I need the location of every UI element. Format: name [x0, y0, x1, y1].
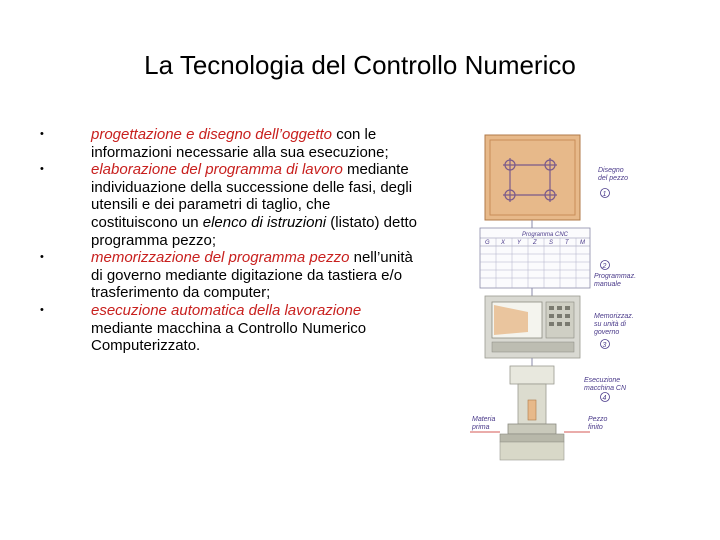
- table-column-label: S: [549, 240, 554, 246]
- step2-label: manuale: [594, 281, 621, 288]
- raw-material-label: Materia: [472, 416, 496, 423]
- step1-label: del pezzo: [598, 175, 628, 182]
- bullet-marker: •: [40, 251, 44, 264]
- step2-label: Programmaz.: [594, 273, 637, 280]
- step4-number: 4: [602, 395, 607, 402]
- table-column-label: M: [580, 240, 585, 246]
- step4-label: Esecuzione: [584, 377, 621, 384]
- table-column-label: G: [485, 240, 490, 246]
- step4-label: macchina CN: [584, 385, 627, 392]
- bullet-text: con le informazioni necessarie alla sua esecuzione;: [91, 126, 389, 161]
- program-header: Programma CNC: [522, 232, 569, 238]
- bullet-text: mediante macchina a Controllo Numerico Computerizzato.: [91, 319, 367, 355]
- bullet-highlight: memorizzazione del programma pezzo: [91, 249, 350, 267]
- cnc-process-diagram: [470, 130, 637, 460]
- bullet-item: [40, 249, 420, 302]
- step2-number: 2: [602, 263, 607, 270]
- bullet-highlight: esecuzione automatica della lavorazione: [91, 301, 362, 319]
- bullet-marker: •: [40, 163, 44, 176]
- step1-label: Disegno: [598, 167, 624, 174]
- bullet-text: nell’unità di governo mediante digitazione da tastiera e/o trasferimento da computer;: [91, 249, 413, 302]
- table-column-label: X: [501, 240, 506, 246]
- cnc-process-illustration: [470, 130, 637, 460]
- step3-label: su unità di: [594, 321, 626, 328]
- bullet-list: [40, 126, 420, 355]
- bullet-marker: •: [40, 128, 44, 140]
- table-column-label: Y: [517, 240, 522, 246]
- drawing-panel: [485, 135, 580, 220]
- cnc-machine: [500, 366, 564, 460]
- bullet-text: (listato) detto programma pezzo;: [91, 213, 418, 249]
- step1-number: 1: [602, 191, 607, 198]
- step3-number: 3: [602, 342, 607, 349]
- bullet-text: mediante individuazione della successione delle fasi, degli utensili e dei parametri di taglio, che costituiscono un: [91, 161, 413, 231]
- step3-label: governo: [594, 329, 620, 336]
- bullet-item: [40, 302, 420, 355]
- raw-material-label: prima: [472, 424, 490, 431]
- table-column-label: T: [565, 240, 569, 246]
- slide-title: La Tecnologia del Controllo Numerico: [144, 50, 576, 80]
- table-column-label: Z: [533, 240, 537, 246]
- finished-part-label: Pezzo: [588, 416, 608, 423]
- bullet-item: [40, 126, 420, 161]
- bullet-marker: •: [40, 303, 44, 316]
- bullet-highlight: elaborazione del programma di lavoro: [91, 161, 343, 179]
- step3-label: Memorizzaz.: [594, 313, 634, 320]
- bullet-italic-text: elenco di istruzioni: [202, 213, 327, 231]
- bullet-item: [40, 161, 420, 249]
- finished-part-label: finito: [588, 424, 603, 431]
- bullet-highlight: progettazione e disegno dell’oggetto: [91, 126, 333, 143]
- control-unit: [485, 296, 580, 358]
